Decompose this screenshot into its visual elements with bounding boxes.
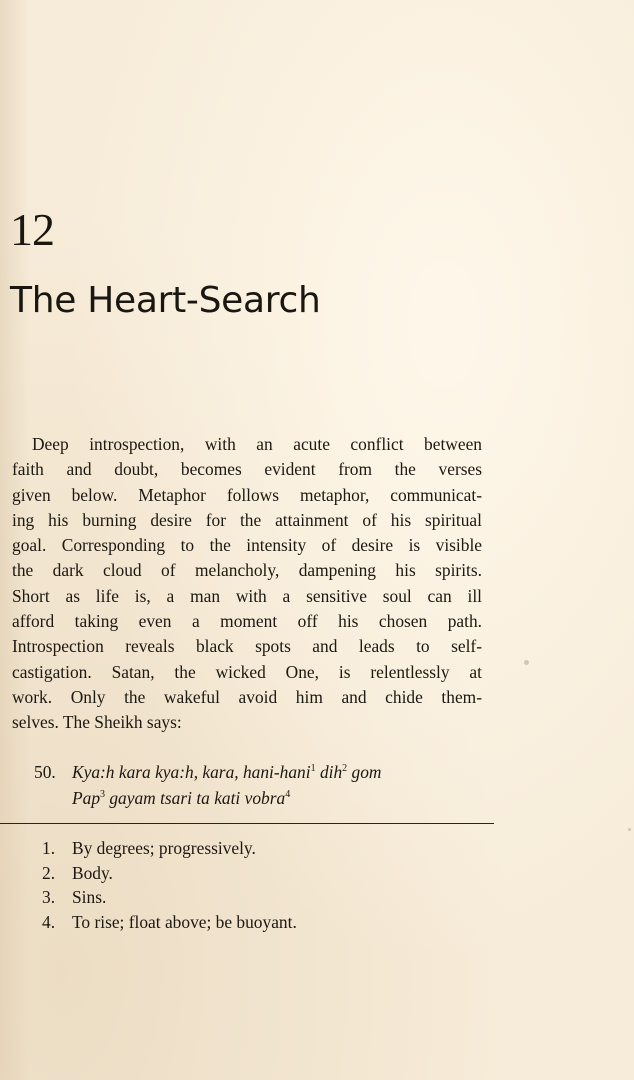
body-line: given below. Metaphor follows metaphor, communicat- (12, 484, 482, 505)
chapter-title: The Heart-Search (10, 280, 321, 321)
body-line: Short as life is, a man with a sensitive soul can ill (12, 585, 482, 606)
verse-text: Pap$^3$ gayam tsari ta kati vobra$^4$ (72, 787, 291, 808)
body-line: work. Only the wakeful avoid him and chide them- (12, 686, 482, 707)
paper-blemish (524, 660, 529, 665)
body-line: Deep introspection, with an acute conflict between (32, 434, 482, 454)
footnote-ref: 4 (285, 788, 291, 800)
body-line: goal. Corresponding to the intensity of desire is visible (12, 535, 482, 556)
body-line: ing his burning desire for the attainment of his spiritual (12, 509, 482, 530)
body-paragraph (12, 432, 482, 736)
verse-block (34, 760, 381, 811)
footnote-item: 4. To rise; float above; be buoyant. (42, 911, 297, 932)
footnotes (42, 836, 297, 934)
body-line: afford taking even a moment off his chosen path. (12, 611, 482, 632)
footnote-ref: 2 (342, 763, 348, 774)
paper-blemish (628, 828, 631, 831)
footnote-item: 3. Sins. (42, 887, 107, 907)
footnote-ref: 3 (100, 788, 106, 800)
chapter-number: 12 (10, 204, 54, 255)
footnote-ref: 1 (310, 763, 316, 774)
body-line: castigation. Satan, the wicked One, is relentlessly at (12, 661, 482, 682)
body-line: selves. The Sheikh says: (12, 712, 182, 733)
verse-line-1 (34, 760, 381, 786)
body-line: faith and doubt, becomes evident from the verses (12, 459, 482, 480)
footnote-divider (0, 823, 494, 824)
verse-line-2 (34, 786, 381, 812)
footnote-item: 1. By degrees; progressively. (42, 838, 256, 858)
body-line: Introspection reveals black spots and leads to self- (12, 636, 482, 657)
body-line: the dark cloud of melancholy, dampening his spirits. (12, 560, 482, 581)
footnote-item: 2. Body. (42, 862, 113, 883)
verse-number: 50. (34, 762, 56, 782)
verse-text: Kya:h kara kya:h, kara, hani-hani$^1$ dih$^2$ gom (72, 762, 382, 782)
